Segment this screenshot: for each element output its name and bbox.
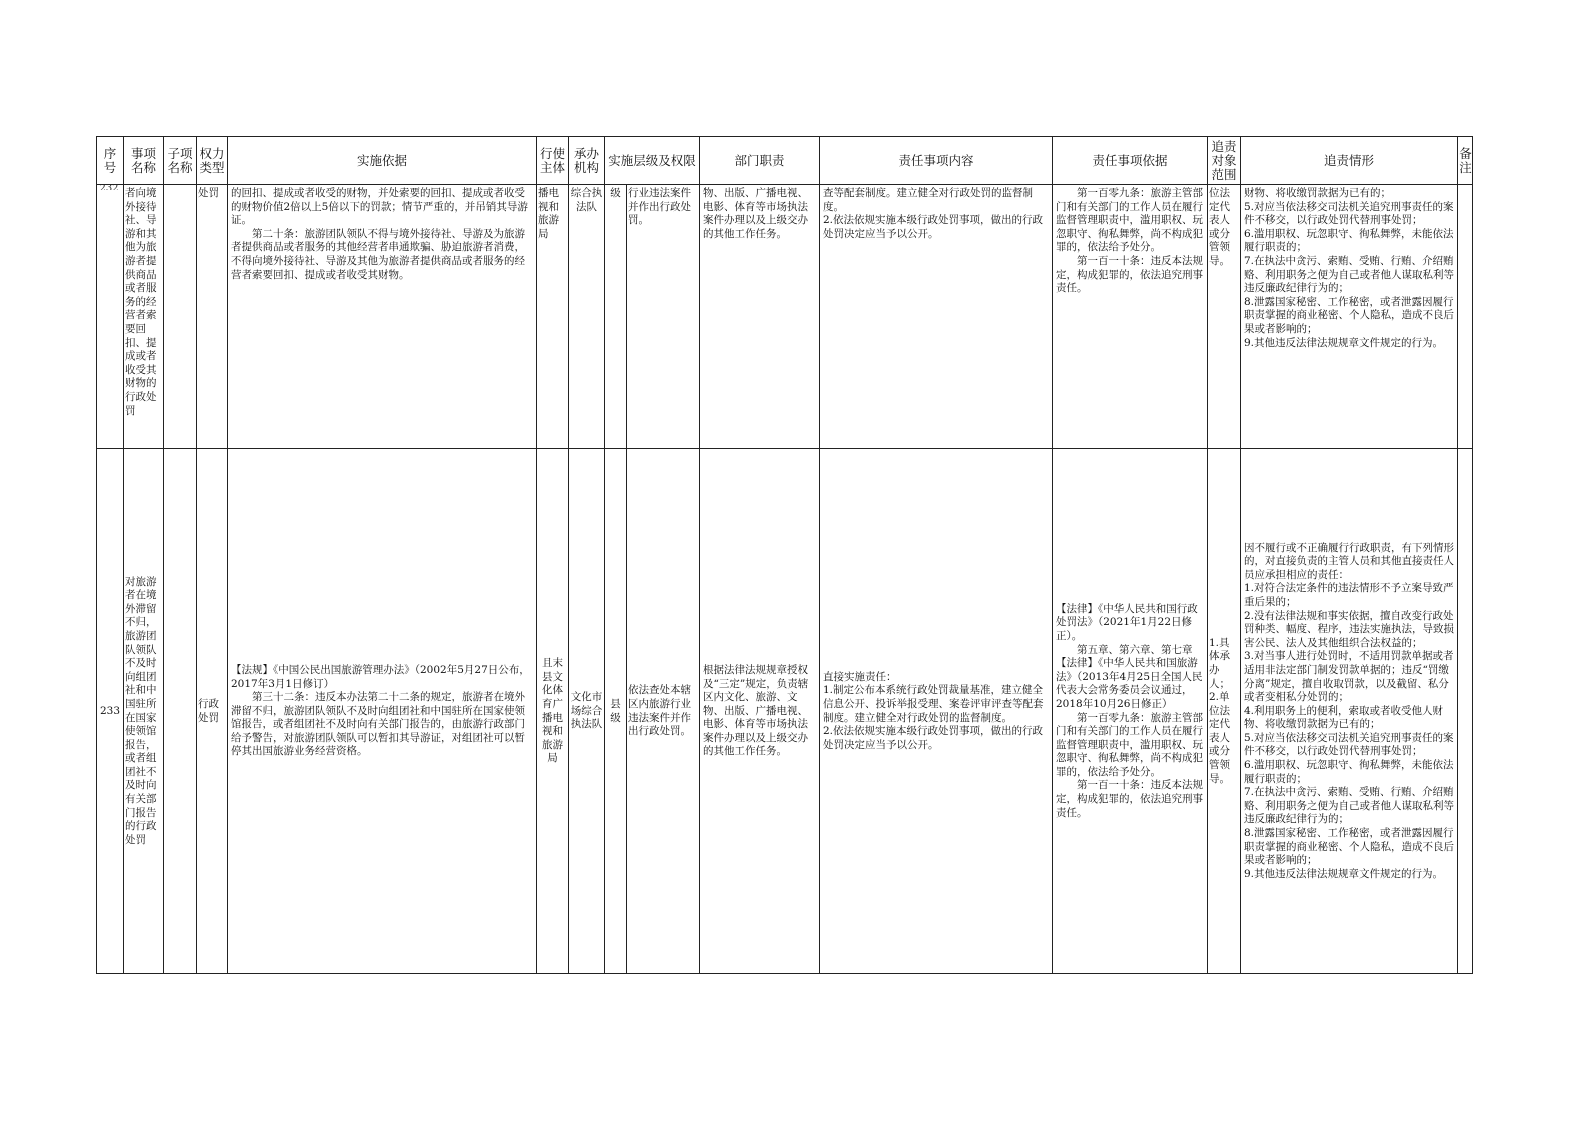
row-233-account-scope: 1.具体承办人； 2.单位法定代表人或分管领导。 — [1207, 448, 1240, 974]
header-resp-basis: 责任事项依据 — [1052, 136, 1207, 184]
header-subject: 行使主体 — [536, 136, 568, 184]
row-232-account-case: 财物、将收缴罚款据为已有的； 5.对应当依法移交司法机关追究刑事责任的案件不移交，以行政处罚代替刑事处罚； 6.滥用职权、玩忽职守、徇私舞弊，未能依法履行职责的； 7.在执法中贪污、索贿、受贿、行贿、介绍贿赂、利用职务之便为自己或者他人谋取私利等违反廉政纪律行为的； 8.泄露国家秘密、工作秘密，或者泄露因履行职责掌握的商业秘密、个人隐私，造成不良后果或者影响的； 9.其他违反法律法规规章文件规定的行为。 — [1240, 184, 1457, 448]
row-233-level-a: 县级 — [604, 448, 626, 974]
row-233-power-type: 行政处罚 — [196, 448, 227, 974]
header-item-name: 事项名称 — [123, 136, 163, 184]
row-233-account-case: 因不履行或不正确履行行政职责，有下列情形的，对直接负责的主管人员和其他直接责任人员应承担相应的责任： 1.对符合法定条件的违法情形不予立案导致严重后果的； 2.没有法律法规和事实依据，擅自改变行政处罚种类、幅度、程序，违法实施执法，导致损害公民、法人及其他组织合法权益的； 3.对当事人进行处罚时，不适用罚款单据或者适用非法定部门制发罚款单据的；违反“罚缴分离”规定，擅自收取罚款，以及截留、私分或者变相私分处罚的； 4.利用职务上的便利，索取或者收受他人财物、将收缴罚款据为已有的； 5.对应当依法移交司法机关追究刑事责任的案件不移交，以行政处罚代替刑事处罚； 6.滥用职权、玩忽职守、徇私舞弊，未能依法履行职责的； 7.在执法中贪污、索贿、受贿、行贿、介绍贿赂、利用职务之便为自己或者他人谋取私利等违反廉政纪律行为的； 8.泄露国家秘密、工作秘密，或者泄露因履行职责掌握的商业秘密、个人隐私，造成不良后果或者影响的； 9.其他违反法律法规规章文件规定的行为。 — [1240, 448, 1457, 974]
row-233-sub-name — [163, 448, 196, 974]
header-account-scope: 追责对象范围 — [1207, 136, 1240, 184]
row-232-basis: 的回扣、提成或者收受的财物，并处索要的回扣、提成或者收受的财物价值2倍以上5倍以下的罚款；情节严重的，并吊销其导游证。 第二十条：旅游团队领队不得与境外接待社、导游及为旅游者提供商品或者服务的其他经营者串通欺骗、胁迫旅游者消费，不得向境外接待社、导游及其他为旅游者提供商品或者服务的经营者索要回扣、提成或者收受其财物。 — [227, 184, 536, 448]
header-organ: 承办机构 — [568, 136, 604, 184]
row-232-item-name: 者向境外接待社、导游和其他为旅游者提供商品或者服务的经营者索要回扣、提成或者收受其财物的行政处罚 — [123, 184, 163, 448]
row-233-level-b: 依法查处本辖区内旅游行业违法案件并作出行政处罚。 — [626, 448, 699, 974]
row-233-organ: 文化市场综合执法队 — [568, 448, 604, 974]
row-233-resp-content: 直接实施责任： 1.制定公布本系统行政处罚裁量基准，建立健全信息公开、投诉举报受理、案卷评审评查等配套制度。建立健全对行政处罚的监督制度。 2.依法依规实施本级行政处罚事项，做出的行政处罚决定应当予以公开。 — [819, 448, 1052, 974]
row-232-account-scope: 位法定代表人或分管领导。 — [1207, 184, 1240, 448]
row-232-duty: 物、出版、广播电视、电影、体育等市场执法案件办理以及上级交办的其他工作任务。 — [699, 184, 819, 448]
row-233-basis: 【法规】《中国公民出国旅游管理办法》（2002年5月27日公布，2017年3月1日修订） 第三十二条：违反本办法第二十二条的规定，旅游者在境外滞留不归，旅游团队领队不及时向组团社和中国驻所在国家使领馆报告，或者组团社不及时向有关部门报告的，由旅游行政部门给予警告，对旅游团队领队可以暂扣其导游证，对组团社可以暂停其出国旅游业务经营资格。 — [227, 448, 536, 974]
header-power-type: 权力类型 — [196, 136, 227, 184]
row-232-remark — [1457, 184, 1473, 448]
row-232-subject: 播电视和旅游局 — [536, 184, 568, 448]
header-level: 实施层级及权限 — [604, 136, 699, 184]
row-233-subject: 且末县文化体育广播电视和旅游局 — [536, 448, 568, 974]
row-233-remark — [1457, 448, 1473, 974]
header-duty: 部门职责 — [699, 136, 819, 184]
row-233-duty: 根据法律法规规章授权及“三定”规定，负责辖区内文化、旅游、文物、出版、广播电视、电影、体育等市场执法案件办理以及上级交办的其他工作任务。 — [699, 448, 819, 974]
header-basis: 实施依据 — [227, 136, 536, 184]
header-account-case: 追责情形 — [1240, 136, 1457, 184]
row-233-resp-basis: 【法律】《中华人民共和国行政处罚法》（2021年1月22日修正）。 第五章、第六章、第七章 【法律】《中华人民共和国旅游法》（2013年4月25日全国人民代表大会常务委员会议通过，2018年10月26日修正） 第一百零九条：旅游主管部门和有关部门的工作人员在履行监督管理职责中，滥用职权、玩忽职守、徇私舞弊，尚不构成犯罪的，依法给予处分。 第一百一十条：违反本法规定，构成犯罪的，依法追究刑事责任。 — [1052, 448, 1207, 974]
row-232-sub-name — [163, 184, 196, 448]
header-seq: 序号 — [96, 136, 123, 184]
row-232-power-type: 处罚 — [196, 184, 227, 448]
row-232-seq — [96, 184, 123, 448]
row-232-organ: 综合执法队 — [568, 184, 604, 448]
table-right-border — [1472, 136, 1473, 974]
row-233-item-name: 对旅游者在境外滞留不归，旅游团队领队不及时向组团社和中国驻所在国家使领馆报告，或者组团社不及时向有关部门报告的行政处罚 — [123, 448, 163, 974]
row-232-seq-cut: 232 — [99, 184, 119, 190]
header-resp-content: 责任事项内容 — [819, 136, 1052, 184]
row-232-resp-content: 查等配套制度。建立健全对行政处罚的监督制度。 2.依法依规实施本级行政处罚事项，做出的行政处罚决定应当予以公开。 — [819, 184, 1052, 448]
header-sub-name: 子项名称 — [163, 136, 196, 184]
header-remark: 备注 — [1457, 136, 1473, 184]
row-233-seq: 233 — [96, 448, 123, 974]
table-bottom-border — [96, 973, 1473, 974]
row-232-level-b: 行业违法案件并作出行政处罚。 — [626, 184, 699, 448]
row-232-level-a: 级 — [604, 184, 626, 448]
row-232-resp-basis: 第一百零九条：旅游主管部门和有关部门的工作人员在履行监督管理职责中，滥用职权、玩忽职守、徇私舞弊，尚不构成犯罪的，依法给予处分。 第一百一十条：违反本法规定，构成犯罪的，依法追究刑事责任。 — [1052, 184, 1207, 448]
